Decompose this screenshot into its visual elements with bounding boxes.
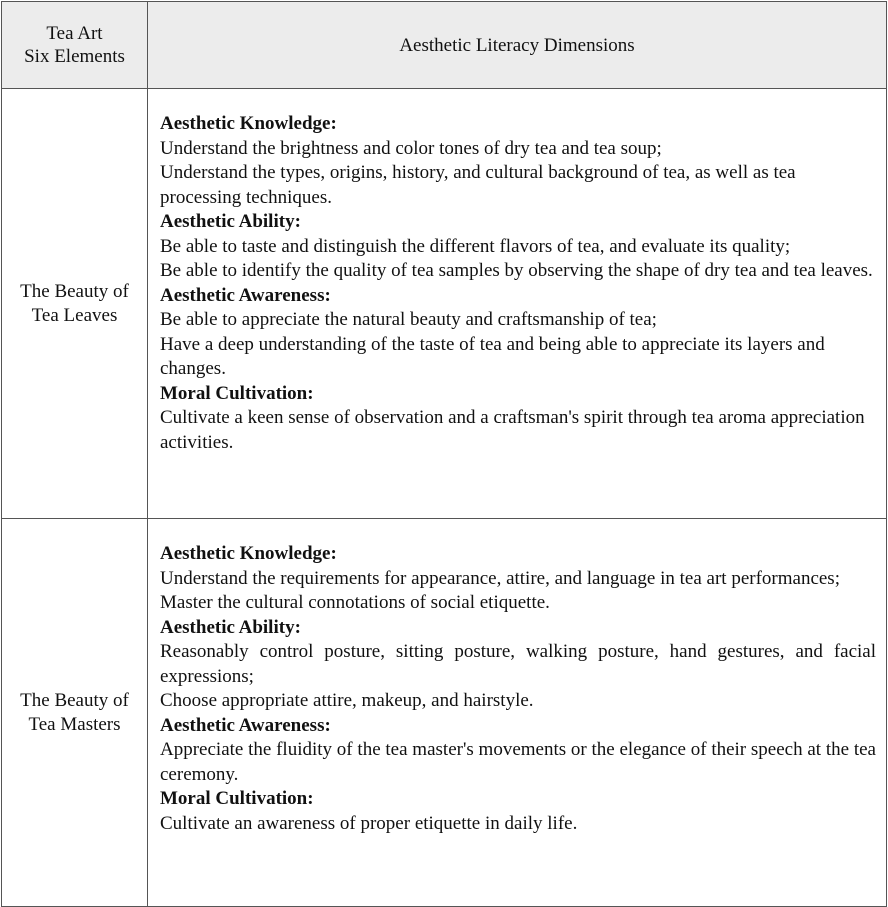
section-line: Be able to appreciate the natural beauty and craftsmanship of tea;	[160, 309, 657, 330]
dimension-section-awareness	[160, 714, 876, 788]
section-line: Understand the brightness and color tones of dry tea and tea soup;	[160, 137, 662, 159]
element-cell	[2, 89, 148, 519]
section-title: Aesthetic Ability:	[160, 211, 301, 232]
section-line: Be able to identify the quality of tea samples by observing the shape of dry tea and tea leaves.	[160, 260, 873, 281]
section-line: Reasonably control posture, sitting posture, walking posture, hand gestures, and facial expressions;	[160, 641, 876, 687]
element-line1: The Beauty of	[20, 280, 129, 302]
dimensions-cell	[148, 89, 887, 519]
header-row	[2, 2, 887, 89]
dimension-section-moral	[160, 382, 876, 456]
element-line2: Tea Masters	[28, 713, 121, 735]
element-line2: Tea Leaves	[31, 304, 118, 326]
section-line: Understand the requirements for appearance, attire, and language in tea art performances;	[160, 567, 840, 589]
dimensions-cell	[148, 519, 887, 907]
section-line: Master the cultural connotations of social etiquette.	[160, 592, 550, 613]
element-cell	[2, 519, 148, 907]
tea-art-table	[1, 1, 887, 907]
dimension-section-knowledge	[160, 112, 876, 210]
section-title: Aesthetic Knowledge:	[160, 543, 337, 564]
dimension-section-ability	[160, 210, 876, 284]
section-title: Moral Cultivation:	[160, 382, 314, 404]
section-line: Understand the types, origins, history, and cultural background of tea, as well as tea processing techniques.	[160, 162, 796, 208]
header-col1-line2: Six Elements	[24, 46, 125, 67]
section-line: Cultivate a keen sense of observation and a craftsman's spirit through tea aroma appreciation activities.	[160, 407, 865, 453]
section-line: Appreciate the fluidity of the tea master's movements or the elegance of their speech at the tea ceremony.	[160, 739, 876, 785]
section-title: Aesthetic Knowledge:	[160, 113, 337, 134]
section-title: Moral Cultivation:	[160, 788, 314, 809]
section-title: Aesthetic Awareness:	[160, 284, 331, 306]
table-row	[2, 519, 887, 907]
dimension-section-moral	[160, 787, 876, 836]
section-line: Have a deep understanding of the taste of tea and being able to appreciate its layers and changes.	[160, 333, 825, 379]
header-aesthetic-dimensions: Aesthetic Literacy Dimensions	[148, 2, 887, 89]
header-tea-art-elements	[2, 2, 148, 89]
element-line1: The Beauty of	[20, 689, 129, 711]
table-row	[2, 89, 887, 519]
dimension-section-ability	[160, 616, 876, 714]
section-title: Aesthetic Awareness:	[160, 714, 331, 736]
section-line: Cultivate an awareness of proper etiquette in daily life.	[160, 812, 578, 834]
dimension-section-awareness	[160, 284, 876, 382]
section-title: Aesthetic Ability:	[160, 616, 301, 638]
header-col1-line1: Tea Art	[46, 23, 103, 44]
section-line: Choose appropriate attire, makeup, and hairstyle.	[160, 690, 534, 711]
dimension-section-knowledge	[160, 542, 876, 616]
section-line: Be able to taste and distinguish the different flavors of tea, and evaluate its quality;	[160, 235, 791, 257]
